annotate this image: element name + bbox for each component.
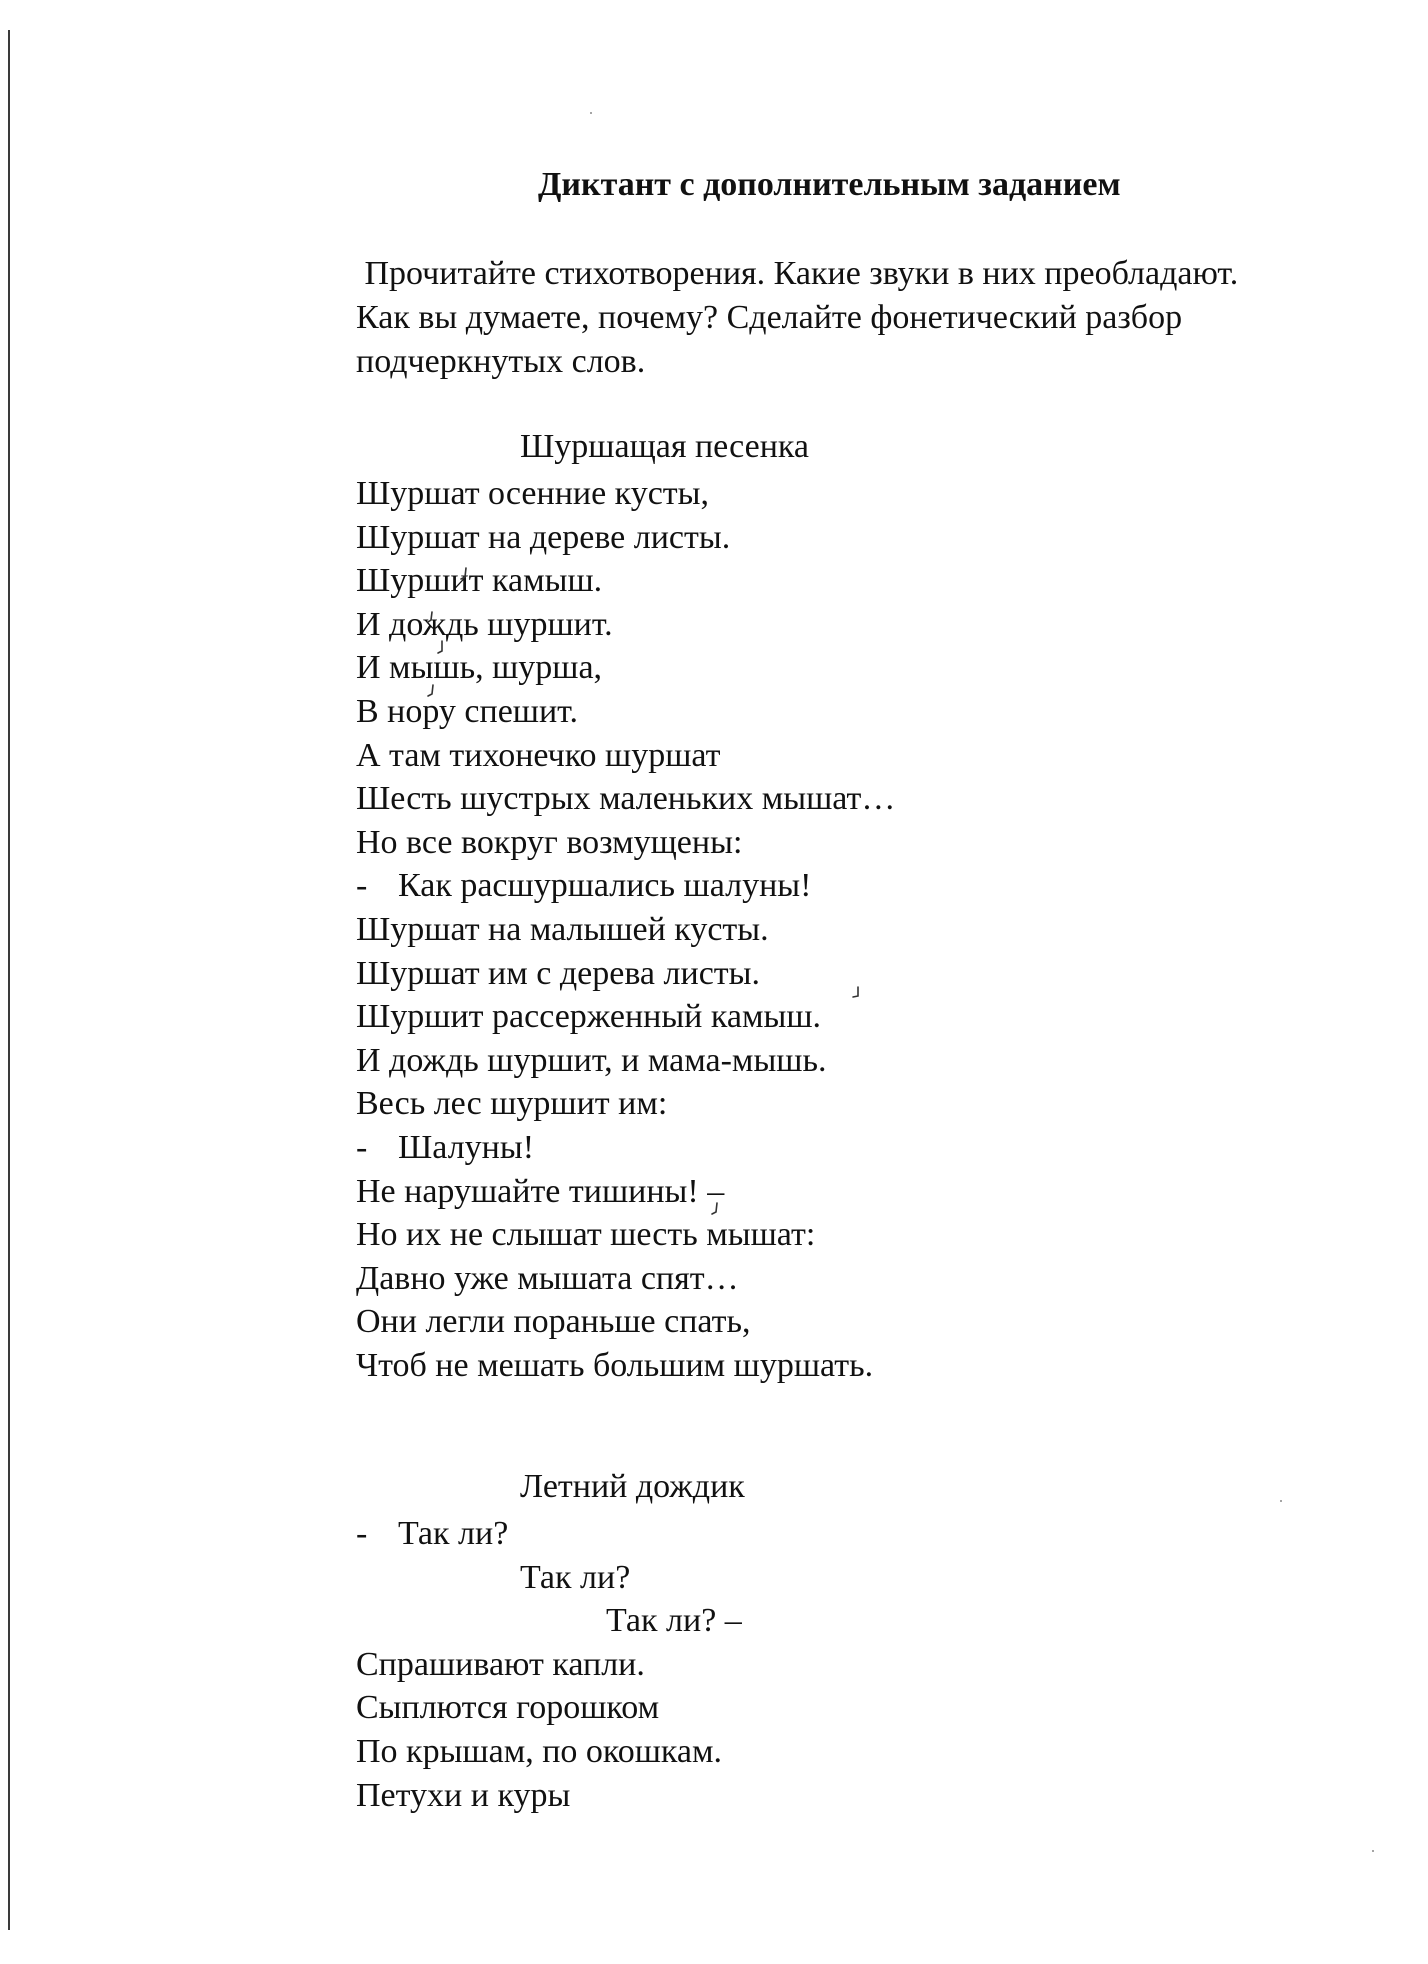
poem-line: Не нарушайте тишины! – bbox=[356, 1172, 725, 1210]
document-title: Диктант с дополнительным заданием bbox=[538, 166, 1121, 203]
poem-line bbox=[356, 864, 895, 908]
poem-title: Шуршащая песенка bbox=[520, 428, 809, 465]
dialogue-dash: - bbox=[356, 1128, 368, 1166]
dialogue-dash: - bbox=[356, 1515, 368, 1552]
scan-speck bbox=[1280, 1500, 1282, 1502]
poem-line: Но все вокруг возмущены: bbox=[356, 823, 743, 861]
poem-line: Шесть шустрых маленьких мышат… bbox=[356, 780, 896, 818]
task-line: подчеркнутых слов. bbox=[356, 343, 646, 380]
poem-line: Так ли? – bbox=[606, 1602, 742, 1640]
task-line: Как вы думаете, почему? Сделайте фонетический разбор bbox=[356, 299, 1183, 336]
poem-line bbox=[356, 1512, 742, 1556]
dialogue-dash: - bbox=[356, 867, 368, 905]
poem-line: Чтоб не мешать большим шуршать. bbox=[356, 1346, 874, 1384]
poem-body bbox=[356, 1512, 742, 1817]
poem-line bbox=[356, 1126, 895, 1170]
poem-line-text: Шалуны! bbox=[398, 1128, 535, 1166]
poem-line-text: Как расшуршались шалуны! bbox=[398, 867, 812, 905]
poem-body bbox=[356, 472, 895, 1387]
poem-line: Спрашивают капли. bbox=[356, 1645, 645, 1683]
poem-line: Они легли пораньше спать, bbox=[356, 1303, 751, 1341]
poem-line: По крышам, по окошкам. bbox=[356, 1732, 722, 1770]
poem-line: И дождь шуршит, и мама-мышь. bbox=[356, 1041, 827, 1079]
task-text bbox=[356, 252, 1356, 384]
poem-line: Так ли? bbox=[520, 1558, 631, 1596]
task-line: Прочитайте стихотворения. Какие звуки в них преобладают. bbox=[356, 255, 1239, 292]
poem-line: Шуршат осенние кусты, bbox=[356, 475, 709, 512]
poem-line: И мышь, шурша, bbox=[356, 649, 603, 687]
scan-speck bbox=[1372, 1850, 1374, 1852]
poem-line: Шуршат им с дерева листы. bbox=[356, 954, 760, 992]
poem-line: И дождь шуршит. bbox=[356, 605, 613, 643]
poem-line: Давно уже мышата спят… bbox=[356, 1259, 739, 1297]
scan-speck bbox=[590, 112, 592, 114]
poem-line: Шуршит камыш. bbox=[356, 562, 603, 600]
poem-title: Летний дождик bbox=[520, 1468, 745, 1505]
poem-line: А там тихонечко шуршат bbox=[356, 736, 721, 774]
poem-line: Шуршит рассерженный камыш. bbox=[356, 998, 822, 1036]
poem-line: Петухи и куры bbox=[356, 1776, 571, 1814]
poem-line: В нору спешит. bbox=[356, 692, 578, 730]
poem-line: Весь лес шуршит им: bbox=[356, 1085, 668, 1123]
scan-edge bbox=[8, 30, 10, 1930]
poem-line: Шуршат на дереве листы. bbox=[356, 518, 731, 556]
poem-line-text: Так ли? bbox=[398, 1515, 509, 1552]
poem-line: Шуршат на малышей кусты. bbox=[356, 910, 769, 948]
poem-line: Но их не слышат шесть мышат: bbox=[356, 1216, 816, 1254]
poem-line: Сыплются горошком bbox=[356, 1689, 660, 1727]
